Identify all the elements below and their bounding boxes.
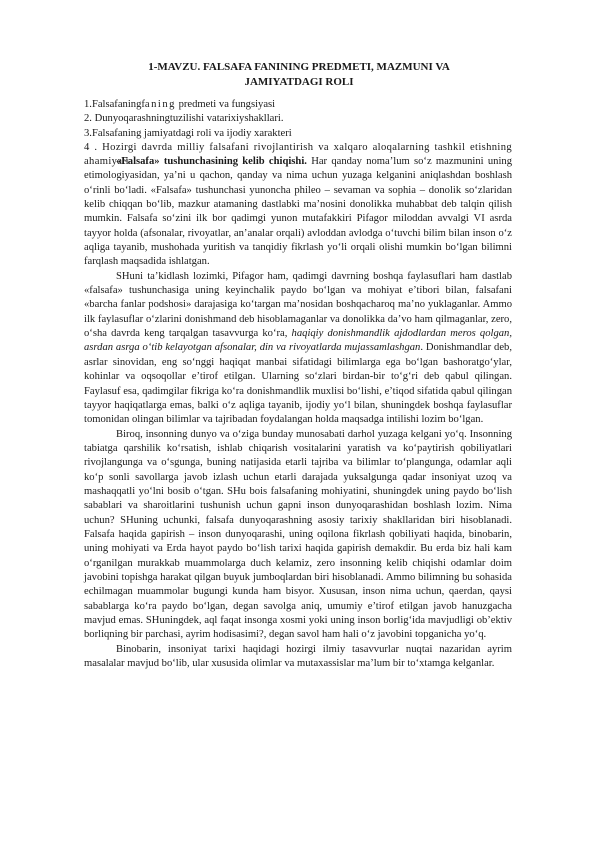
- document-body: [84, 155, 512, 671]
- plan-item-3: 3.Falsafaning jamiyatdagi roli va ijodiy xarakteri: [84, 127, 292, 139]
- plan-item-2: 2. Dunyoqarashningtuzilishi vatarixiyshakllari.: [84, 113, 284, 125]
- paragraph-1: «Falsafa» tushunchasining kelib chiqishi. Har qanday noma’lum so‘z mazmunini uning etimologiyasidan, ya’ni u qachon, qanday va nima uchun yuzaga kelganini aniqlashdan boshlash o‘rinli bo‘ladi. «Falsafa» tushunchasi yunoncha phileo – sevaman va sophia – donolik so‘zlaridan kelib chiqqan bo‘lib, mazkur atamaning dastlabki ma’nosini donolikka muhabbat deb talqin qilish mumkin. Falsafa so‘zini ilk bor qadimgi yunon mutafakkiri Pifagor miloddan avvalgi VI asrda tayyor holda (afsonalar, rivoyatlar, an’analar orqali) avloddan avlodga o‘tuvchi bilim bilan inson o‘z aqliga tayanib, mushohada yuritish va tanqidiy fikrlash yo‘li orqali olishi mumkin bo‘lgan bilimni farqlash maqsadida ishlatgan.: [84, 156, 512, 268]
- title-line-2: JAMIYATDAGI ROLI: [244, 76, 354, 88]
- plan-item-4: 4 . Hozirgi davrda milliy falsafani rivojlantirish va xalqaro aloqalarning tashkil etishning ahamiyati: [84, 142, 512, 168]
- paragraph-3: Biroq, insonning dunyo va o‘ziga bunday munosabati darhol yuzaga kelgani yo‘q. Insonning tabiatga qarshilik ko‘rsatish, ishlab chiqarish vositalarini yaratish va ko‘paytirish qobiliyatlari rivojlangunga va o‘sgunga, buning natijasida etarli tajriba va bilimlar to‘plangunga, odamlar aqli ko‘p sonli savollarga javob izlash uchun etarli darajada yuksalgunga qadar insoniyat uzoq va mashaqqatli yo‘lni bosib o‘tgan. SHu bois falsafaning mohiyatini, shuningdek uning paydo bo‘lish sabablari va sharoitlarini tushunish uchun gapni inson dunyoqarashidan boshlash lozim. Nima uchun? SHuning uchunki, falsafa dunyoqarashning asosiy tarixiy shakllaridan biri hisoblanadi. Falsafa haqida gapirish – inson dunyoqarashi, uning oqilona fikrlash qobiliyati haqida, binobarin, uning mohiyati va Erda hayot paydo bo‘lish tarixi haqida gapirish demakdir. Bu erda biz hali kam o‘rganilgan murakkab muammolarga duch kelamiz, zero insonning kelib chiqishi odamlar doim javobini topishga harakat qilgan buyuk jumboqlardan biri hisoblanadi. Ammo bilimning bu sohasida echilmagan muammolar bugungi kunda ham bisyor. Xususan, inson nima uchun, qaerdan, qaysi sabablarga ko‘ra paydo bo‘lgan, degan savolga aniq, umumiy e’tirof etilgan javob hanuzgacha mavjud emas. SHuningdek, aql faqat insonga xosmi yoki uning inson borlig‘ida mavjudligi ob’ektiv borliqning bir parchasi, ayrim hodisasimi?, degan savol ham hali o‘z javobini topganicha yo‘q.: [84, 428, 512, 641]
- section-heading: «Falsafa» tushunchasining kelib chiqishi.: [116, 156, 307, 167]
- page-title: [84, 60, 514, 90]
- paragraph-2: SHuni ta’kidlash lozimki, Pifagor ham, qadimgi davrning boshqa faylasuflari ham dastlab «falsafa» tushunchasiga uning keyinchalik paydo bo‘lgan va mohiyat e’tibori bilan, falsafani «barcha fanlar podshosi» darajasiga ko‘targan ma’nosidan boshqacharoq ma’no yuklaganlar. Ammo ilk faylasuflar o‘zlarini donishmand deb hisoblamaganlar va donolikka da’vo ham qilmaganlar, zero, o‘sha davrda keng tarqalgan tasavvurga ko‘ra, haqiqiy donishmandlik ajdodlardan meros qolgan, asrdan asrga o‘tib kelayotgan afsonalar, din va rivoyatlarda mujassamlashgan. Donishmandlar deb, asrlar sinovidan, eng so‘nggi haqiqat manbai sifatidagi bilimlarga ega bo‘lgan bashoratgo‘ylar, kohinlar va oqsoqollar e’tirof etilgan. Ularning so‘zlari birdan-bir to‘g‘ri deb qabul qilingan. Faylasuf esa, qadimgilar fikriga ko‘ra donishmandlik muxlisi bo‘lishi, e’tiqod sifatida qabul qilingan tayyor haqiqatlarga emas, balki o‘z aqliga tayanib, ijodiy yo‘l bilan, shuningdek boshqa faylasuflar tomonidan olingan bilimlar va tajribadan foydalangan holda maqsadga intilishi lozim bo‘lgan.: [84, 270, 512, 426]
- italic-emphasis: haqiqiy donishmandlik ajdodlardan meros qolgan, asrdan asrga o‘tib kelayotgan afsonalar, din va rivoyatlarda mujassamlashgan: [84, 328, 512, 354]
- plan-item-1: 1.Falsafaningfaning predmeti va fungsiyasi: [84, 99, 276, 110]
- paragraph-4: Binobarin, insoniyat tarixi haqidagi hozirgi ilmiy tasavvurlar nuqtai nazaridan ayrim masalalar mavjud bo‘lib, ular xususida olimlar va mutaxassislar ma’lum bir to‘xtamga kelganlar.: [84, 643, 512, 670]
- title-line-1: 1-MAVZU. FALSAFA FANINING PREDMETI, MAZMUNI VA: [148, 61, 450, 73]
